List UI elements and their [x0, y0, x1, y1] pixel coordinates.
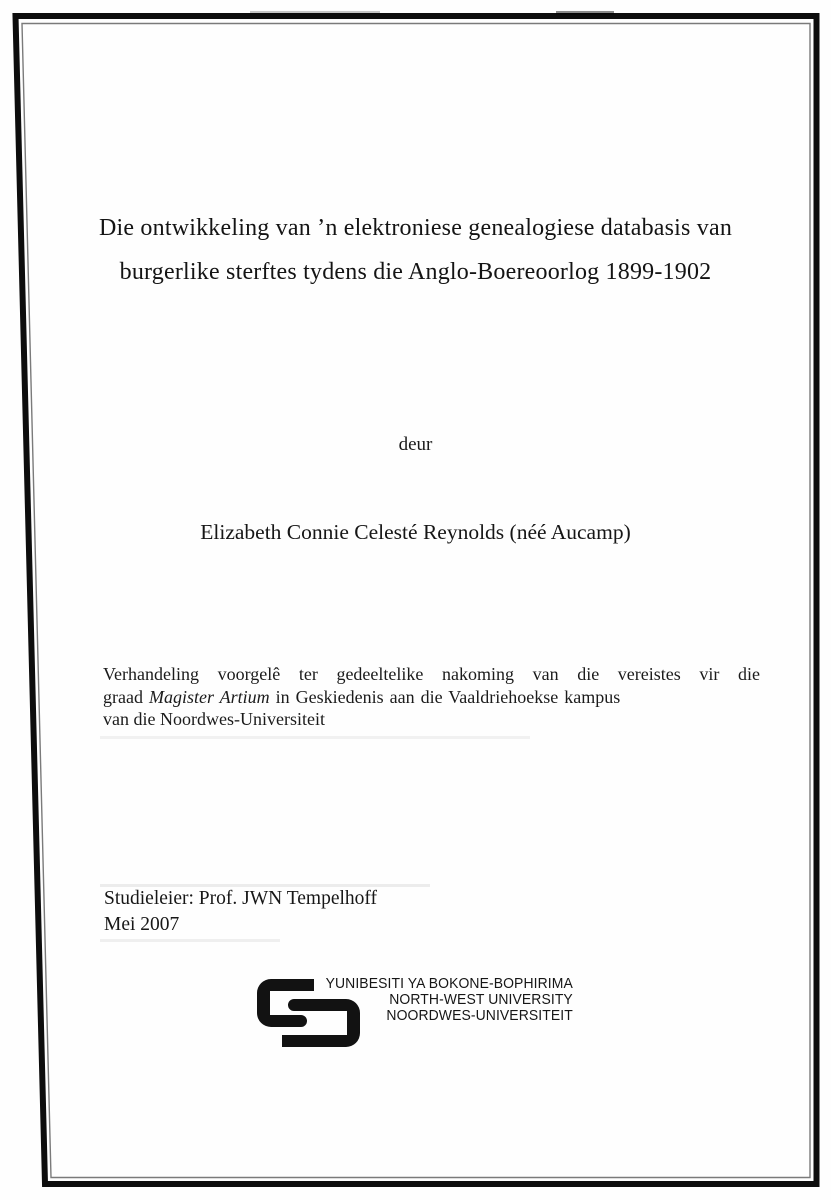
nwu-logo-line2: NORTH-WEST UNIVERSITY: [389, 991, 573, 1008]
degree-statement-line2-prefix: graad: [103, 686, 149, 707]
degree-statement-line2: [103, 686, 760, 709]
date-line: Mei 2007: [104, 914, 180, 935]
author-name: Elizabeth Connie Celesté Reynolds (néé Aucamp): [200, 520, 631, 544]
nwu-logo-text: [326, 976, 573, 1024]
degree-statement-line3: van die Noordwes-Universiteit: [103, 709, 325, 729]
scan-artifact: [556, 11, 614, 15]
degree-statement: [103, 663, 760, 731]
degree-statement-line2-suffix: in Geskiedenis aan die Vaaldriehoekse kampus: [269, 686, 621, 707]
nwu-logo-line3: NOORDWES-UNIVERSITEIT: [386, 1007, 573, 1024]
scan-artifact: [100, 736, 530, 739]
supervisor-block: [104, 886, 377, 938]
nwu-logo-line1: YUNIBESITI YA BOKONE-BOPHIRIMA: [325, 975, 573, 992]
supervisor-line: Studieleier: Prof. JWN Tempelhoff: [104, 888, 378, 909]
byline-deur: deur: [398, 434, 433, 455]
degree-statement-line1: Verhandeling voorgelê ter gedeeltelike nakoming van die vereistes vir die: [103, 664, 760, 684]
degree-name-italic: Magister Artium: [148, 686, 270, 707]
scan-artifact: [100, 939, 280, 942]
scan-artifact: [250, 11, 380, 14]
thesis-title: [50, 206, 781, 294]
thesis-title-line2: burgerlike sterftes tydens die Anglo-Boereoorlog 1899-1902: [119, 259, 712, 285]
thesis-title-line1: Die ontwikkeling van ’n elektroniese genealogiese databasis van: [98, 215, 733, 241]
